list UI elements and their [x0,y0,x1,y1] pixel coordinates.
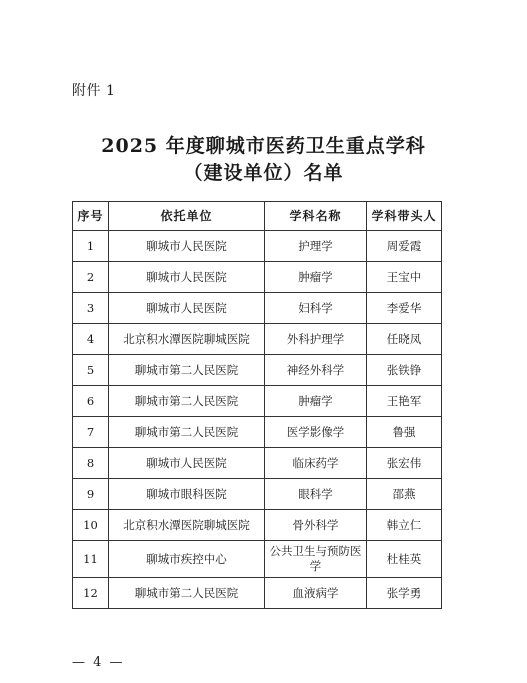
cell-host-unit: 聊城市人民医院 [109,262,265,293]
table-row [73,448,442,479]
cell-discipline: 肿瘤学 [265,386,367,417]
cell-discipline: 妇科学 [265,293,367,324]
page-number: — 4 — [72,655,125,670]
cell-leader: 邵燕 [367,479,442,510]
cell-host-unit: 聊城市第二人民医院 [109,578,265,609]
cell-leader: 张学勇 [367,578,442,609]
table-row [73,355,442,386]
table-header-row [73,202,442,231]
cell-leader: 王艳军 [367,386,442,417]
header-host-unit: 依托单位 [109,202,265,231]
table-row [73,386,442,417]
table-row [73,324,442,355]
cell-index: 3 [73,293,109,324]
document-title: 2025 年度聊城市医药卫生重点学科 [101,135,426,157]
cell-discipline: 护理学 [265,231,367,262]
cell-host-unit: 聊城市第二人民医院 [109,386,265,417]
cell-discipline: 神经外科学 [265,355,367,386]
table-row [73,262,442,293]
cell-index: 12 [73,578,109,609]
cell-leader: 鲁强 [367,417,442,448]
cell-index: 9 [73,479,109,510]
cell-leader: 韩立仁 [367,510,442,541]
cell-discipline: 外科护理学 [265,324,367,355]
cell-host-unit: 聊城市人民医院 [109,293,265,324]
cell-host-unit: 聊城市第二人民医院 [109,355,265,386]
cell-host-unit: 北京积水潭医院聊城医院 [109,324,265,355]
cell-discipline: 医学影像学 [265,417,367,448]
cell-discipline: 骨外科学 [265,510,367,541]
cell-discipline: 肿瘤学 [265,262,367,293]
cell-index: 5 [73,355,109,386]
cell-host-unit: 聊城市疾控中心 [109,541,265,578]
cell-host-unit: 聊城市第二人民医院 [109,417,265,448]
table-row [73,293,442,324]
cell-leader: 李爱华 [367,293,442,324]
cell-leader: 任晓凤 [367,324,442,355]
header-leader: 学科带头人 [367,202,442,231]
table-row [73,231,442,262]
cell-leader: 杜桂英 [367,541,442,578]
cell-index: 1 [73,231,109,262]
cell-leader: 张铁铮 [367,355,442,386]
table-row [73,479,442,510]
cell-index: 4 [73,324,109,355]
cell-leader: 王宝中 [367,262,442,293]
header-discipline: 学科名称 [265,202,367,231]
cell-index: 8 [73,448,109,479]
cell-host-unit: 北京积水潭医院聊城医院 [109,510,265,541]
table-row [73,417,442,448]
cell-discipline: 临床药学 [265,448,367,479]
cell-discipline: 血液病学 [265,578,367,609]
table-row [73,578,442,609]
cell-host-unit: 聊城市人民医院 [109,448,265,479]
document-subtitle: （建设单位）名单 [183,162,344,184]
cell-discipline: 公共卫生与预防医学 [265,541,367,578]
cell-index: 6 [73,386,109,417]
header-index: 序号 [73,202,109,231]
cell-index: 10 [73,510,109,541]
cell-index: 2 [73,262,109,293]
cell-discipline: 眼科学 [265,479,367,510]
cell-host-unit: 聊城市眼科医院 [109,479,265,510]
cell-leader: 周爱霞 [367,231,442,262]
cell-host-unit: 聊城市人民医院 [109,231,265,262]
attachment-label: 附件 1 [72,83,116,99]
table-row [73,541,442,578]
cell-index: 11 [73,541,109,578]
discipline-table [72,201,442,609]
table-row [73,510,442,541]
cell-index: 7 [73,417,109,448]
cell-leader: 张宏伟 [367,448,442,479]
